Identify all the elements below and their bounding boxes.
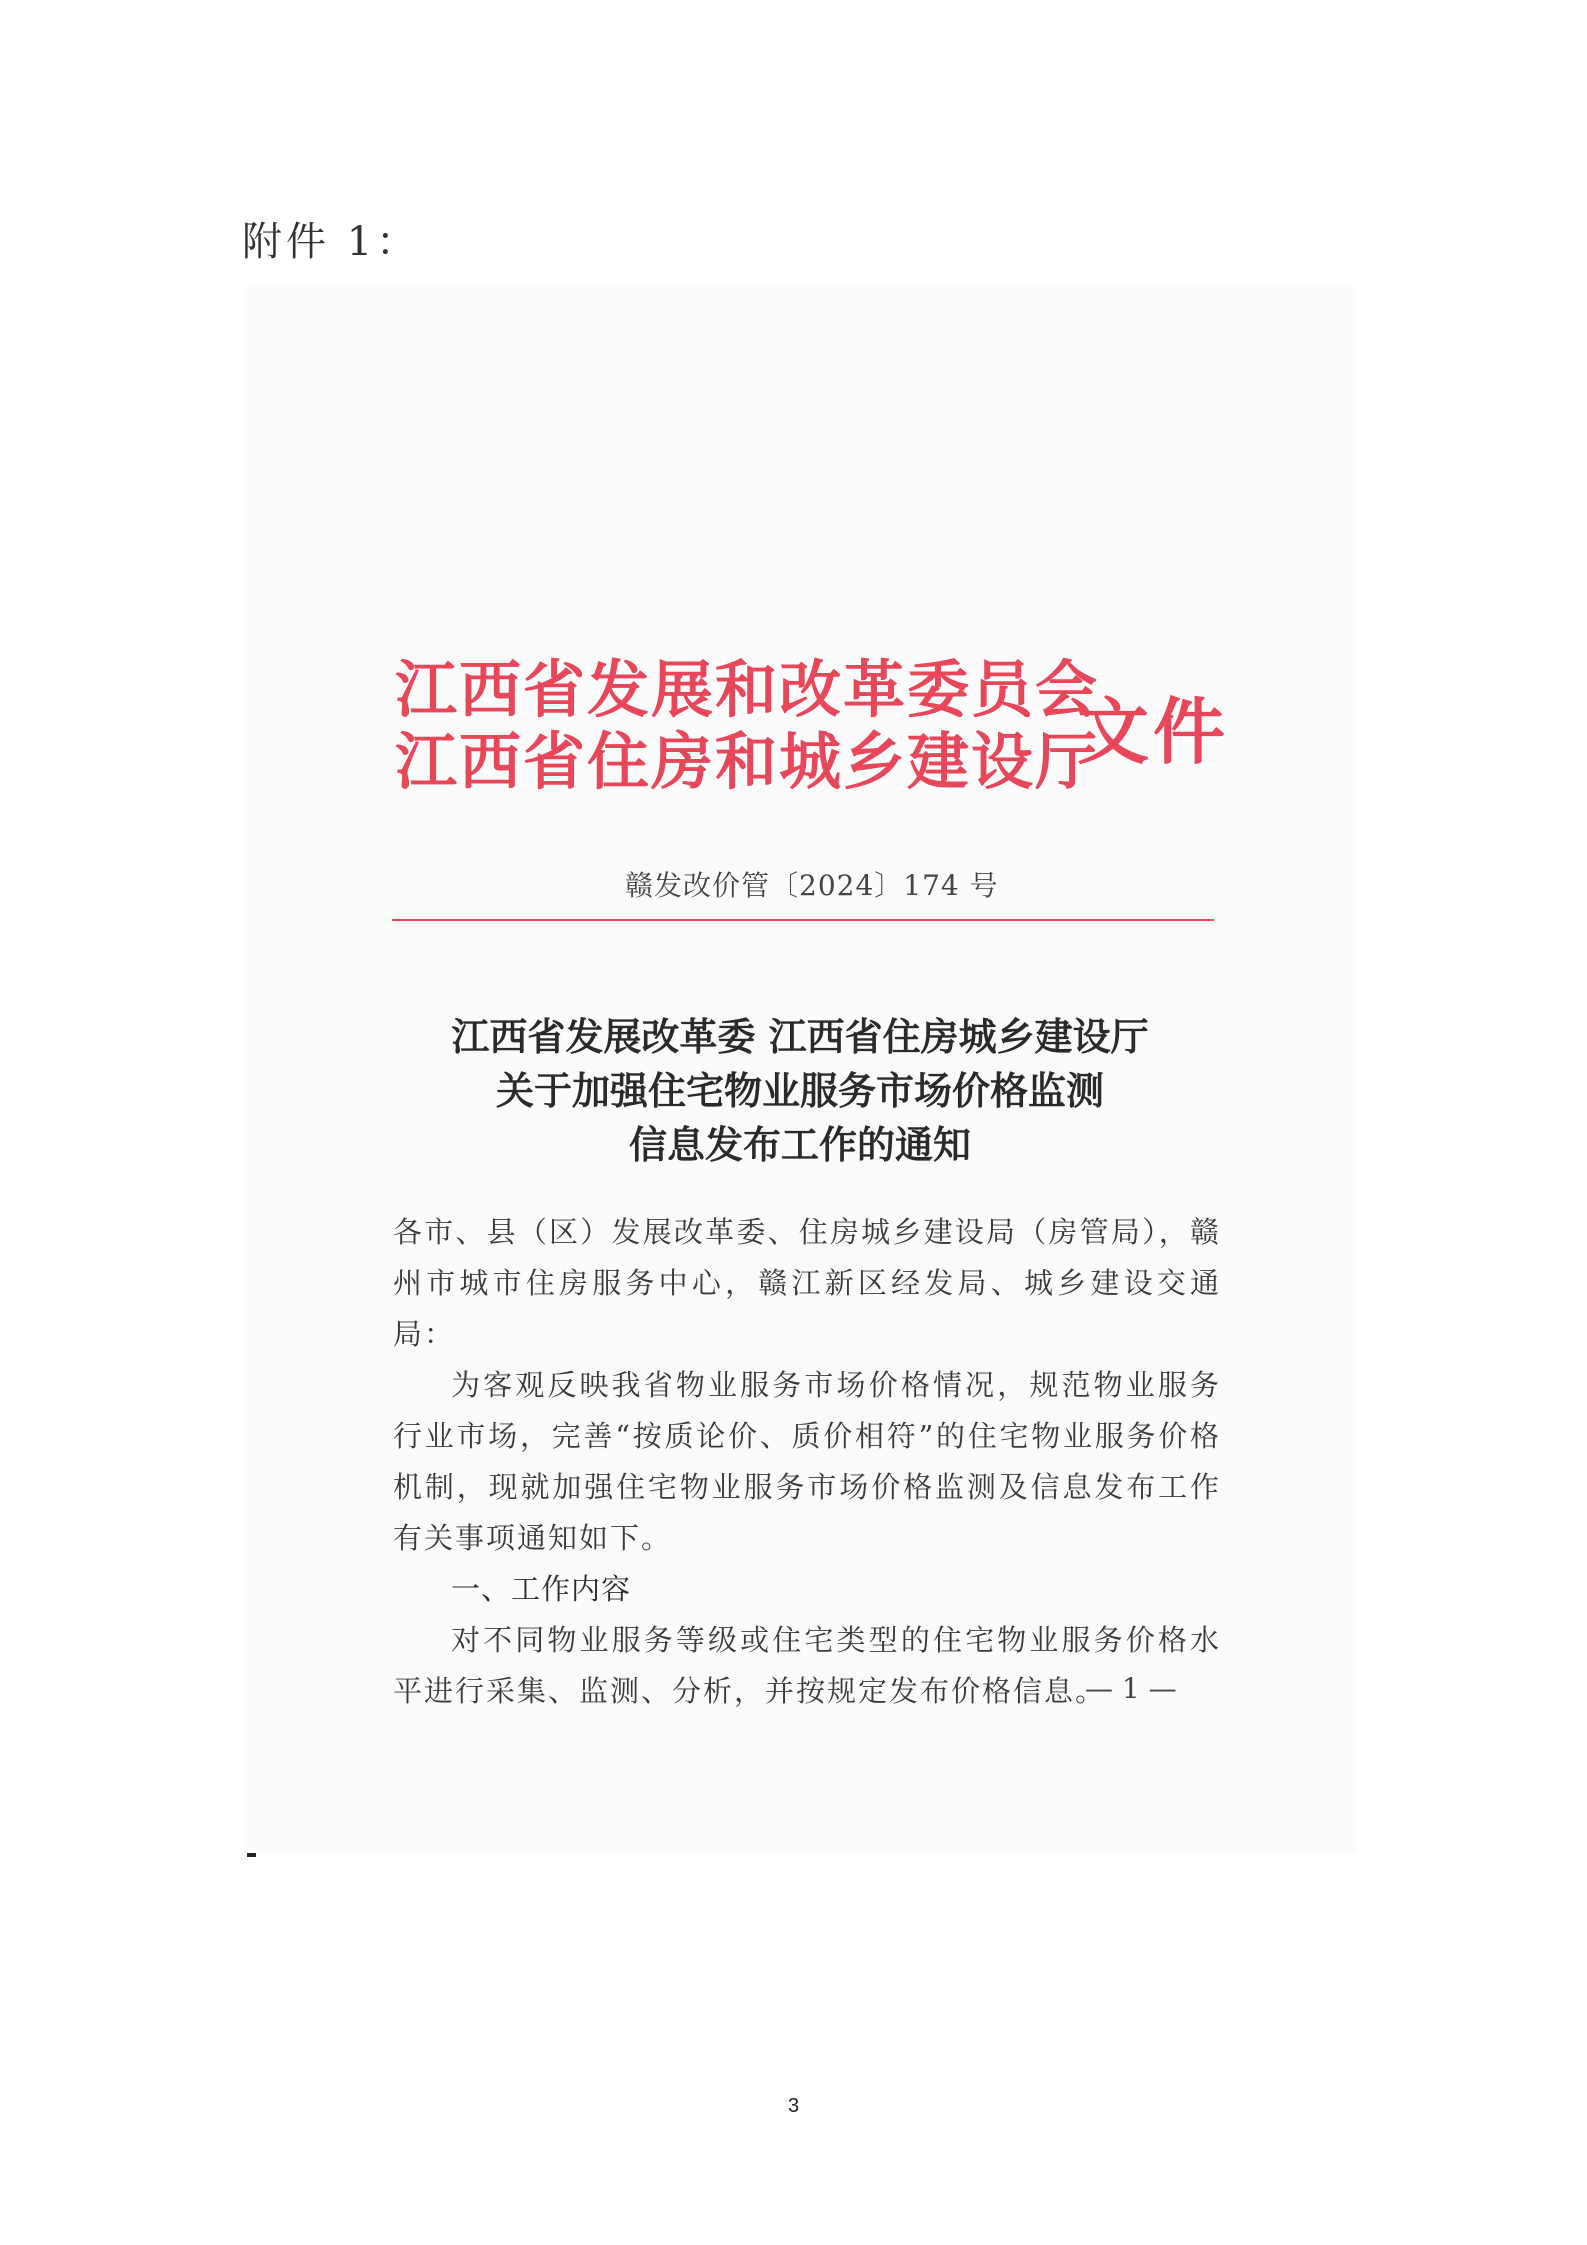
section-heading: 一、工作内容 bbox=[451, 1572, 632, 1606]
red-divider-rule bbox=[392, 919, 1214, 921]
header-suffix: 文件 bbox=[1077, 689, 1230, 774]
title-line-1: 江西省发展改革委 江西省住房城乡建设厅 bbox=[451, 1014, 1149, 1059]
document-number: 赣发改价管〔2024〕174 号 bbox=[625, 869, 999, 902]
title-line-3: 信息发布工作的通知 bbox=[628, 1122, 971, 1167]
title-line-2: 关于加强住宅物业服务市场价格监测 bbox=[495, 1068, 1104, 1113]
header-issuer-2: 江西省住房和城乡建设厅 bbox=[395, 725, 1100, 798]
section-paragraph: 对不同物业服务等级或住宅类型的住宅物业服务价格水平进行采集、监测、分析，并按规定发布价格信息。 bbox=[393, 1623, 1221, 1708]
red-header bbox=[395, 640, 1230, 798]
document-body bbox=[393, 1207, 1221, 1717]
header-issuer-1: 江西省发展和改革委员会 bbox=[395, 653, 1100, 726]
attachment-label: 附件 1： bbox=[242, 219, 421, 265]
inner-page-number: — 1 — bbox=[1085, 1672, 1177, 1705]
document-title bbox=[300, 1010, 1300, 1172]
page-number: 3 bbox=[787, 2095, 800, 2117]
addressee: 各市、县（区）发展改革委、住房城乡建设局（房管局），赣州市城市住房服务中心，赣江新区经发局、城乡建设交通局： bbox=[393, 1215, 1221, 1351]
intro-paragraph: 为客观反映我省物业服务市场价格情况，规范物业服务行业市场，完善“按质论价、质价相符”的住宅物业服务价格机制，现就加强住宅物业服务市场价格监测及信息发布工作有关事项通知如下。 bbox=[393, 1368, 1221, 1555]
scan-edge-mark bbox=[247, 1853, 256, 1857]
